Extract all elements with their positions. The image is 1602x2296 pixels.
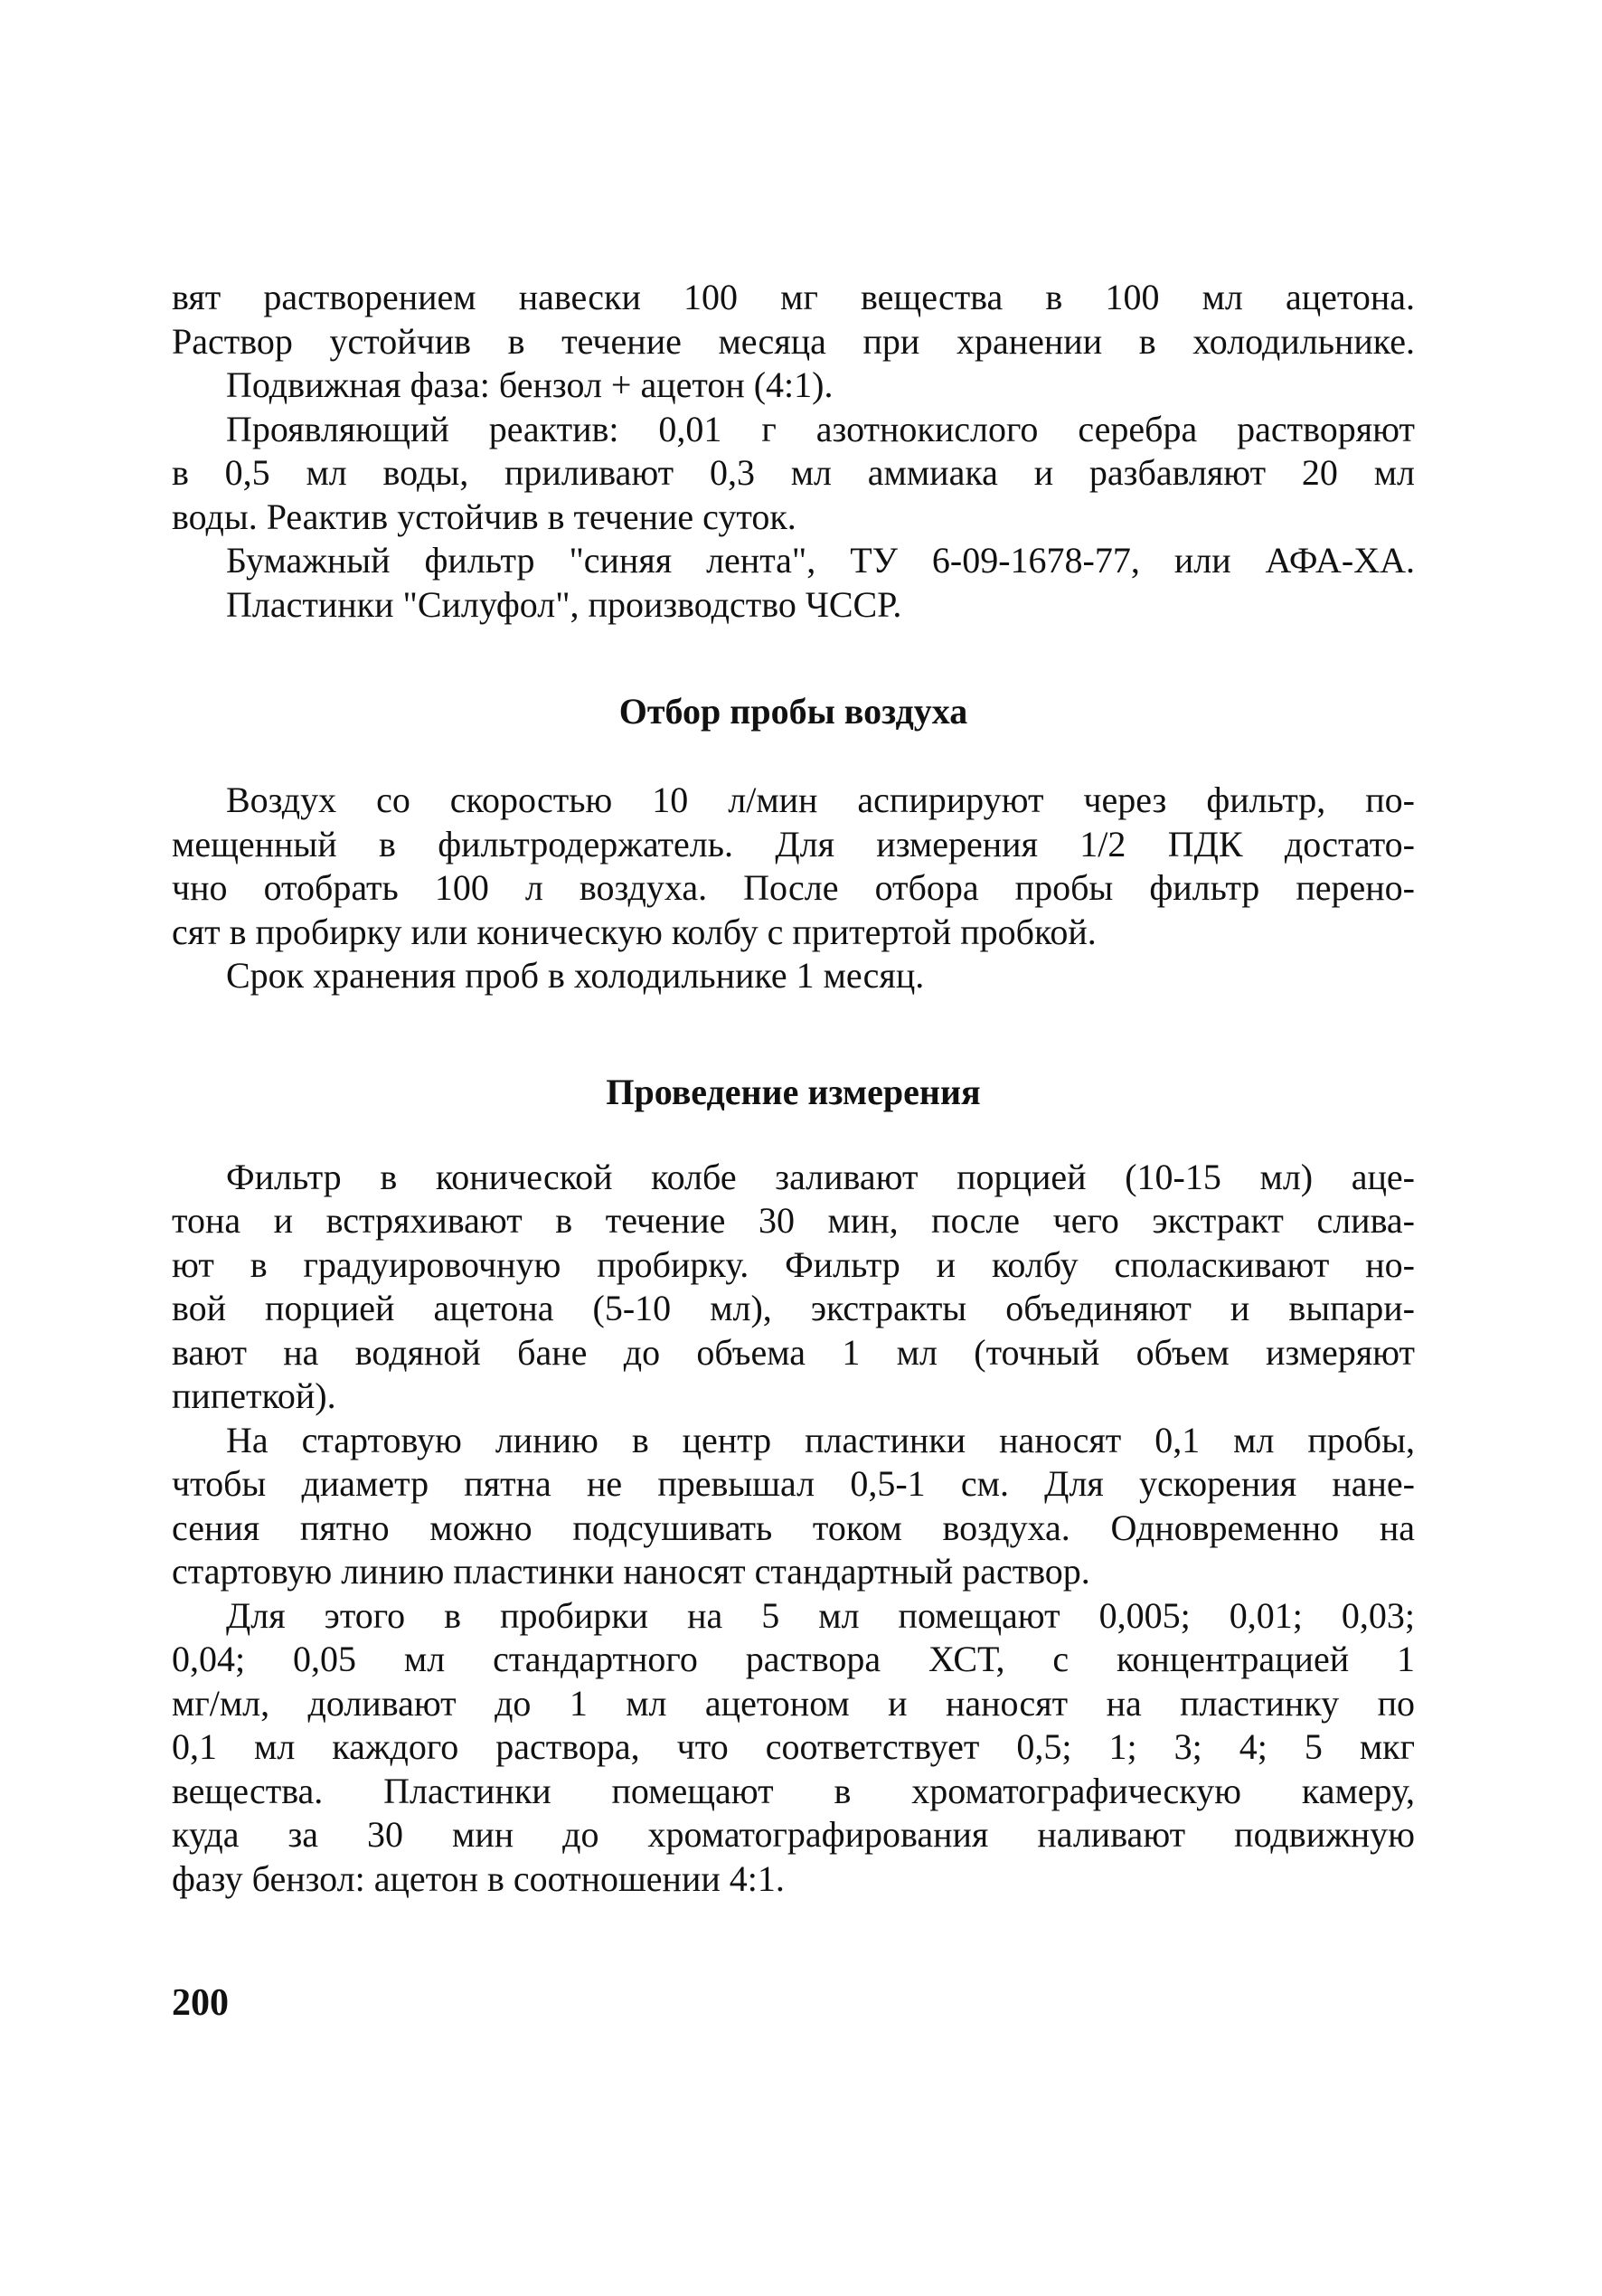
section-air-sampling [172,779,1415,998]
paragraph-line: ют в градуировочную пробирку. Фильтр и колбу споласкивают но- [172,1243,1415,1285]
section-heading-air-sampling: Отбор пробы воздуха [618,691,968,732]
paragraph-line: фазу бензол: ацетон в соотношении 4:1. [172,1857,785,1899]
paragraph-line: чтобы диаметр пятна не превышал 0,5-1 см. Для ускорения нане- [172,1463,1415,1504]
paragraph-line: воды. Реактив устойчив в течение суток. [172,496,796,537]
paragraph-line: в 0,5 мл воды, приливают 0,3 мл аммиака и разбавляют 20 мл [172,452,1415,493]
page-number: 200 [172,1982,229,2024]
paragraph-line: вой порцией ацетона (5-10 мл), экстракты объединяют и выпари- [172,1288,1415,1328]
paragraph-line: Для этого в пробирки на 5 мл помещают 0,005; 0,01; 0,03; [226,1594,1415,1636]
paragraph-line: тона и встряхивают в течение 30 мин, после чего экстракт слива- [172,1200,1415,1241]
intro-block [172,276,1415,627]
paragraph-line: Проявляющий реактив: 0,01 г азотнокислого серебра растворяют [226,408,1415,449]
paragraph-line: мещенный в фильтродержатель. Для измерения 1/2 ПДК достато- [172,823,1415,865]
section-measurement [172,1156,1415,1902]
paragraph-line: На стартовую линию в центр пластинки наносят 0,1 мл пробы, [226,1419,1415,1460]
paragraph-mobile-phase: Подвижная фаза: бензол + ацетон (4:1). [226,364,834,405]
paragraph-line: куда за 30 мин до хроматографирования наливают подвижную [172,1814,1415,1855]
paragraph-line: сят в пробирку или коническую колбу с притертой пробкой. [172,911,1097,952]
paragraph-filter: Бумажный фильтр "синяя лента", ТУ 6-09-1678-77, или АФА-ХА. [226,540,1415,581]
paragraph-line: Раствор устойчив в течение месяца при хранении в холодильнике. [172,320,1415,362]
paragraph-line: сения пятно можно подсушивать током воздуха. Одновременно на [172,1507,1415,1548]
section-heading-measurement: Проведение измерения [606,1071,981,1112]
paragraph-line: Воздух со скоростью 10 л/мин аспирируют через фильтр, по- [226,780,1415,820]
document-page [172,276,1415,1901]
paragraph-line: стартовую линию пластинки наносят стандартный раствор. [172,1551,1090,1592]
paragraph-line: вещества. Пластинки помещают в хроматографическую камеру, [172,1770,1415,1811]
paragraph-line: Фильтр в конической колбе заливают порцией (10-15 мл) аце- [226,1156,1415,1197]
paragraph-line: мг/мл, доливают до 1 мл ацетоном и наносят на пластинку по [172,1682,1415,1724]
paragraph-line: вают на водяной бане до объема 1 мл (точный объем измеряют [172,1331,1415,1373]
paragraph-line: 0,1 мл каждого раствора, что соответствует 0,5; 1; 3; 4; 5 мкг [172,1726,1415,1767]
paragraph-line: чно отобрать 100 л воздуха. После отбора пробы фильтр перено- [172,867,1415,908]
paragraph-line: пипеткой). [172,1375,336,1416]
paragraph-line: 0,04; 0,05 мл стандартного раствора ХСТ, с концентрацией 1 [172,1639,1415,1679]
paragraph-storage: Срок хранения проб в холодильнике 1 месяц. [226,955,925,996]
paragraph-plates: Пластинки "Силуфол", производство ЧССР. [226,583,902,625]
paragraph-line: вят растворением навески 100 мг вещества в 100 мл ацетона. [172,277,1415,317]
